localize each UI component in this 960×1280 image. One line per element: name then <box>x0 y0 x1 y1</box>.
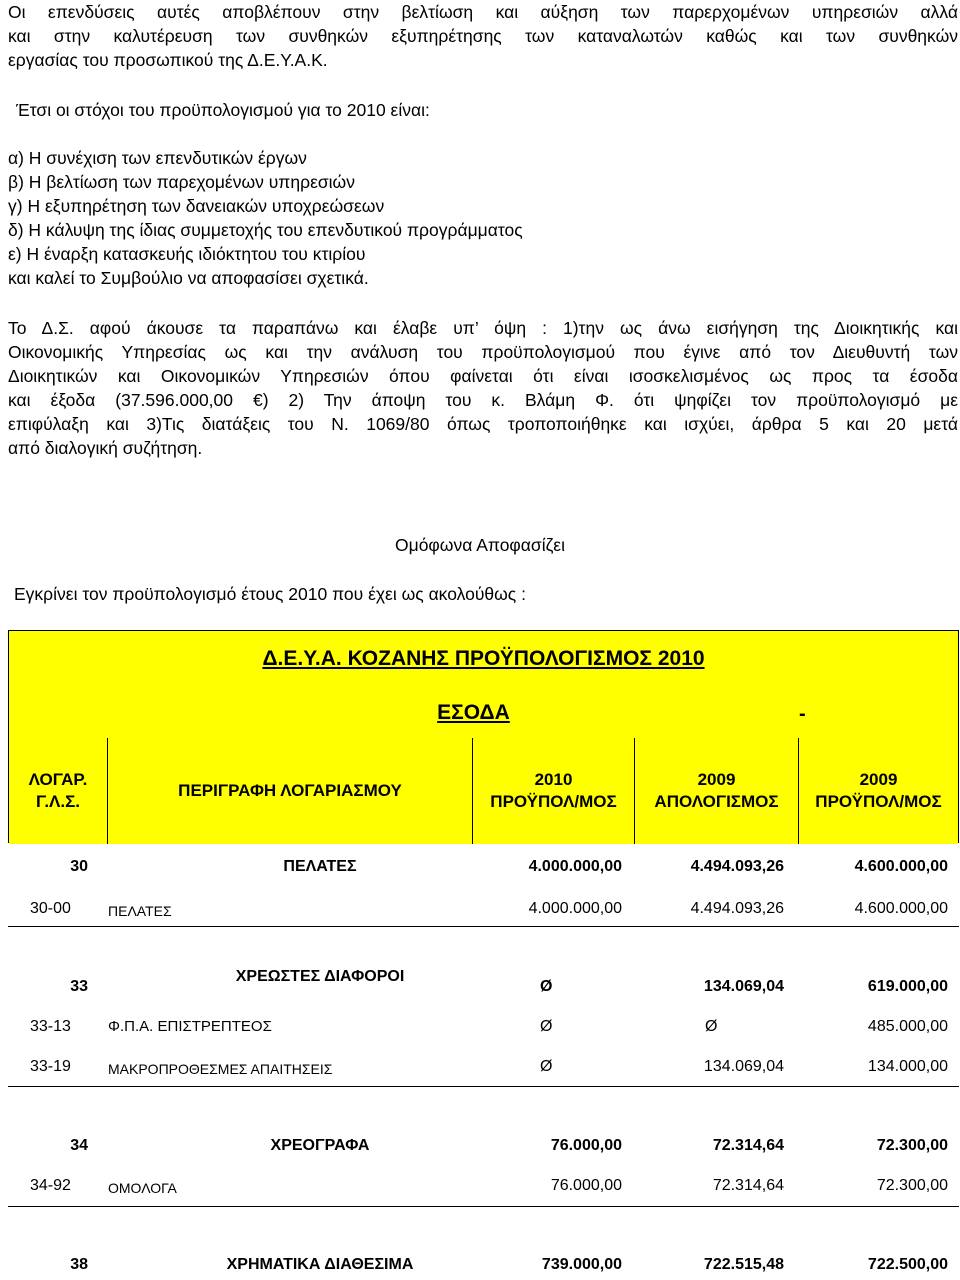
decision-line: Διοικητικών και Οικονομικών Υπηρεσιών όπου φαίνεται ότι είναι ισοσκελισμένος ως προς τα έσοδα <box>8 366 958 386</box>
row-divider <box>8 1086 959 1087</box>
table-row: 34 ΧΡΕΟΓΡΑΦΑ 76.000,00 72.314,64 72.300,00 <box>70 1137 948 1154</box>
goal-item: και καλεί το Συμβούλιο να αποφασίσει σχετικά. <box>8 268 369 288</box>
table-row: 30-00 ΠΕΛΑΤΕΣ 4.000.000,00 4.494.093,26 4.600.000,00 <box>30 900 948 919</box>
table-row: 30 ΠΕΛΑΤΕΣ 4.000.000,00 4.494.093,26 4.600.000,00 <box>70 858 948 875</box>
table-row: 33 ΧΡΕΩΣΤΕΣ ΔΙΑΦΟΡΟΙ Ø 134.069,04 619.000,00 <box>70 968 948 995</box>
goal-item: γ) Η εξυπηρέτηση των δανειακών υποχρεώσεων <box>8 196 385 216</box>
approval-statement: Εγκρίνει τον προϋπολογισμό έτους 2010 που έχει ως ακολούθως : <box>14 584 526 604</box>
table-row: 33-19 ΜΑΚΡΟΠΡΟΘΕΣΜΕΣ ΑΠΑΙΤΗΣΕΙΣ Ø 134.069,04 134.000,00 <box>30 1058 948 1077</box>
decision-line: Οικονομικής Υπηρεσίας ως και την ανάλυση του προϋπολογισμού που έγινε από τον Διευθυντή των <box>8 342 958 362</box>
col-header-budget-2010: 2010 ΠΡΟΫΠΟΛ/ΜΟΣ <box>472 738 634 844</box>
goal-item: ε) Η έναρξη κατασκευής ιδιόκτητου του κτιρίου <box>8 244 366 264</box>
decision-line: επιφύλαξη και 3)Τις διατάξεις του Ν. 1069/80 όπως τροποποιήθηκε και ισχύει, άρθρα 5 και 20 μετά <box>8 414 958 434</box>
intro-line: εργασίας του προσωπικού της Δ.Ε.Υ.Α.Κ. <box>8 50 328 70</box>
col-header-actual-2009: 2009 ΑΠΟΛΟΓΙΣΜΟΣ <box>634 738 798 844</box>
goal-item: β) Η βελτίωση των παρεχομένων υπηρεσιών <box>8 172 355 192</box>
intro-line: και στην καλυτέρευση των συνθηκών εξυπηρέτησης των καταναλωτών καθώς και των συνθηκών <box>8 26 958 46</box>
intro-line: Οι επενδύσεις αυτές αποβλέπουν στην βελτίωση και αύξηση των παρερχομένων υπηρεσιών αλλά <box>8 2 958 22</box>
col-header-desc: ΠΕΡΙΓΡΑΦΗ ΛΟΓΑΡΙΑΣΜΟΥ <box>107 738 472 844</box>
dash-mark: - <box>799 703 806 725</box>
row-divider <box>8 926 959 927</box>
decision-line: και έξοδα (37.596.000,00 €) 2) Την άποψη του κ. Βλάμη Φ. ότι ψηφίζει τον προϋπολογισμό με <box>8 390 958 410</box>
decision-line: Το Δ.Σ. αφού άκουσε τα παραπάνω και έλαβε υπ’ όψη : 1)την ως άνω εισήγηση της Διοικητικής και <box>8 318 958 338</box>
budget-title: Δ.Ε.Υ.Α. ΚΟΖΑΝΗΣ ΠΡΟΫΠΟΛΟΓΙΣΜΟΣ 2010 <box>262 647 705 670</box>
goals-heading: Έτσι οι στόχοι του προϋπολογισμού για το 2010 είναι: <box>16 100 430 120</box>
goal-item: δ) Η κάλυψη της ίδιας συμμετοχής του επενδυτικού προγράμματος <box>8 220 523 240</box>
budget-table-header <box>8 630 959 843</box>
goal-item: α) Η συνέχιση των επενδυτικών έργων <box>8 148 307 168</box>
table-row: 33-13 Φ.Π.Α. ΕΠΙΣΤΡΕΠΤΕΟΣ Ø Ø 485.000,00 <box>30 1018 948 1035</box>
col-header-code: ΛΟΓΑΡ. Γ.Λ.Σ. <box>9 738 107 844</box>
table-row: 34-92 ΟΜΟΛΟΓΑ 76.000,00 72.314,64 72.300,00 <box>30 1177 948 1196</box>
decision-line: από διαλογική συζήτηση. <box>8 438 203 458</box>
row-divider <box>8 1206 959 1207</box>
unanimous-heading: Ομόφωνα Αποφασίζει <box>395 535 565 555</box>
revenue-subtitle: ΕΣΟΔΑ <box>437 701 510 724</box>
table-row: 38 ΧΡΗΜΑΤΙΚΑ ΔΙΑΘΕΣΙΜΑ 739.000,00 722.515,48 722.500,00 <box>70 1256 948 1273</box>
col-header-budget-2009: 2009 ΠΡΟΫΠΟΛ/ΜΟΣ <box>798 738 958 844</box>
